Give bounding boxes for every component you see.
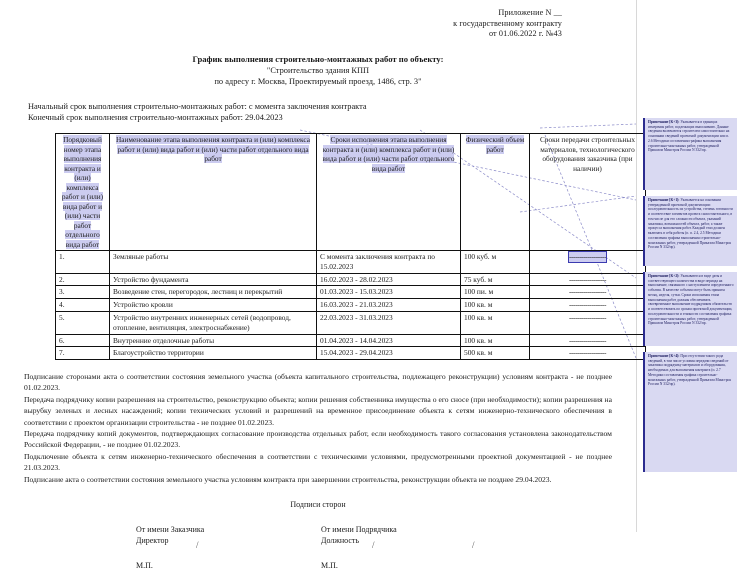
obligations-paragraphs <box>24 371 612 485</box>
col-header-materials[interactable] <box>530 134 646 251</box>
cell-materials-dates[interactable] <box>530 334 646 347</box>
customer-party-label: От имени Заказчика <box>136 524 205 534</box>
customer-role-label: Директор <box>136 536 169 546</box>
col-header-dates[interactable] <box>317 134 461 251</box>
cell-stage-number[interactable]: 6. <box>56 334 110 347</box>
cell-materials-dates-text: ------------------ <box>568 313 607 322</box>
term-end-date: Конечный срок выполнения строительно-монтажных работ: 29.04.2023 <box>28 113 283 123</box>
cell-stage-name[interactable]: Земляные работы <box>110 251 317 274</box>
paragraph-2: Передача подрядчику копии разрешения на строительство, реконструкцию объекта; копии решения собственника имущества о его сносе (при необходимости); копии разрешения на вырубку зеленых и лесных насаждений; копии технических условий и разрешений на временное присоединение объекта к сетям инженерно-технического обеспечения в соответствии с проектом организации строительства - не позднее 01.02.2023. <box>24 394 612 427</box>
signature-block-customer <box>136 524 321 571</box>
cell-materials-dates[interactable] <box>530 347 646 360</box>
comment-text: Указываются в виде даты и соответствующего количества в виде периода на выполнение, связанного с наступлением определенного события. В качестве события могут быть приняты месяц, неделя, сутки. Сроки исполнения этапа выполнения работ должны обеспечивать своевременное выполнение подрядчиком обязательств и соответствовать по срокам проектной документации, последовательности и этапности составления графика строительно-монтажных работ, утвержденной Приказом Минстроя России N 332/пр. <box>648 274 734 326</box>
signatures-grid <box>0 524 636 571</box>
header-line-3: от 01.06.2022 г. №43 <box>488 29 562 38</box>
cell-physical-volume[interactable]: 100 кв. м <box>461 312 530 335</box>
cell-stage-number[interactable]: 3. <box>56 286 110 299</box>
cell-physical-volume[interactable]: 100 кв. м <box>461 299 530 312</box>
comment-balloon[interactable] <box>643 196 737 266</box>
header-line-2: к государственному контракту <box>453 18 562 28</box>
customer-seal-label: М.П. <box>136 560 153 570</box>
table-row[interactable] <box>56 299 646 312</box>
comment-label: Примечание [K+1]: <box>648 198 680 202</box>
cell-stage-name[interactable]: Устройство внутренних инженерных сетей (водопровод, отопление, вентиляция, электроснабжение) <box>110 312 317 335</box>
document-header <box>0 0 636 40</box>
cell-stage-number[interactable]: 7. <box>56 347 110 360</box>
cell-stage-number[interactable]: 1. <box>56 251 110 274</box>
cell-stage-number[interactable]: 2. <box>56 273 110 286</box>
term-start-date: Начальный срок выполнения строительно-монтажных работ: с момента заключения контракта <box>28 101 367 111</box>
col-header-volume[interactable] <box>461 134 530 251</box>
cell-materials-dates-text: ------------------ <box>568 348 607 358</box>
cell-physical-volume[interactable]: 75 куб. м <box>461 273 530 286</box>
col-header-volume-text: Физический объем работ <box>465 135 525 154</box>
cell-stage-name[interactable]: Внутренние отделочные работы <box>110 334 317 347</box>
header-line-1: Приложение N __ <box>498 8 562 17</box>
col-header-number[interactable] <box>56 134 110 251</box>
schedule-table-head <box>56 134 646 251</box>
schedule-table[interactable] <box>55 133 646 360</box>
col-header-materials-text: Сроки передачи строительных материалов, технологического оборудования заказчика (при наличии) <box>539 135 635 173</box>
cell-stage-name[interactable]: Устройство фундамента <box>110 273 317 286</box>
comment-text: Указывается в единицах измерения работ, подлежащих выполнению. Данные сведения включаются строителем самостоятельно на основании сведений проектной документации или п. 2.6 Методики составления графика выполнения строительно-монтажных работ, утвержденной Приказом Минстроя России N 332/пр. <box>648 120 730 153</box>
table-row[interactable] <box>56 312 646 335</box>
col-header-dates-text: Сроки исполнения этапа выполнения контракта и (или) комплекса работ и (или) вида работ и (или) части работ отдельного вида работ <box>322 135 455 173</box>
cell-materials-dates[interactable] <box>530 286 646 299</box>
cell-stage-dates[interactable]: 22.03.2023 - 31.03.2023 <box>317 312 461 335</box>
cell-stage-name[interactable]: Возведение стен, перегородок, лестниц и перекрытий <box>110 286 317 299</box>
contract-terms <box>28 101 636 125</box>
cell-stage-dates[interactable]: 01.03.2023 - 15.03.2023 <box>317 286 461 299</box>
table-row[interactable] <box>56 251 646 274</box>
paragraph-3: Передача подрядчику копий документов, подтверждающих согласование производства отдельных работ, если необходимость такого согласования установлена законодательством Российской Федерации, - не позднее 01.02.2023. <box>24 429 612 450</box>
table-header-row <box>56 134 646 251</box>
page-title: График выполнения строительно-монтажных работ по объекту: <box>192 53 444 64</box>
cell-materials-dates[interactable] <box>530 299 646 312</box>
contractor-signature-slash-1: / <box>372 539 375 550</box>
cell-physical-volume[interactable]: 100 пи. м <box>461 286 530 299</box>
cell-materials-dates-text: ------------------ <box>568 252 607 262</box>
cell-materials-dates-text: ------------------ <box>568 335 607 345</box>
cell-stage-name[interactable]: Устройство кровли <box>110 299 317 312</box>
paragraph-4: Подключение объекта к сетям инженерно-технического обеспечения в соответствии с техническими условиями, предусмотренными проектной документацией - не позднее 21.03.2023. <box>24 451 612 473</box>
customer-signature-slash: / <box>196 539 199 550</box>
cell-materials-dates[interactable] <box>530 251 646 274</box>
comment-label: Примечание [K+2]: <box>648 274 680 278</box>
paragraph-5: Подписание акта о соответствии состояния земельного участка условиям контракта при завершении строительства, реконструкции объекта не позднее 29.04.2023. <box>24 474 552 484</box>
signatures-heading: Подписи сторон <box>290 499 346 509</box>
cell-materials-dates-text: ------------------ <box>568 300 607 310</box>
cell-materials-dates-text: ------------------ <box>568 274 607 284</box>
object-name-line-1: "Строительство здания КПП <box>266 66 370 76</box>
col-header-stage-name-text: Наименование этапа выполнения контракта и (или) комплекса работ и (или) вида работ и (или) части работ отдельного вида работ <box>116 135 310 164</box>
table-row[interactable] <box>56 334 646 347</box>
comments-pane <box>641 0 738 532</box>
cell-physical-volume[interactable]: 500 кв. м <box>461 347 530 360</box>
cell-stage-number[interactable]: 4. <box>56 299 110 312</box>
comment-balloon[interactable] <box>643 118 737 190</box>
comment-text: Указывается на основании утвержденной проектной документации: последовательность их устройства, степень готовности и соответствие элементов проекта самостоятельного, в том числе для его сложности объекта, указаний заказчика, возможностей объекта, работ, а также процесса выполнения работ. Каждый этап должен включать в себя работы (п. п. 2.4, 2.5 Методики составления графика выполнения строительно-монтажных работ, утвержденной Приказом Минстроя России N 332/пр). <box>648 198 733 250</box>
table-row[interactable] <box>56 347 646 360</box>
paragraph-1: Подписание сторонами акта о соответствии состояния земельного участка (объекта капитального строительства, подлежащего реконструкции) условиям контракта - не позднее 01.02.2023. <box>24 372 612 393</box>
cell-stage-dates[interactable]: 16.02.2023 - 28.02.2023 <box>317 273 461 286</box>
comment-balloon[interactable] <box>643 272 737 346</box>
comment-label: Примечание [K+3]: <box>648 120 680 124</box>
contractor-role-label: Должность <box>321 536 360 546</box>
comment-label: Примечание [K+4]: <box>648 354 680 358</box>
cell-stage-name[interactable]: Благоустройство территории <box>110 347 317 360</box>
cell-physical-volume[interactable]: 100 кв. м <box>461 334 530 347</box>
cell-stage-dates[interactable]: С момента заключения контракта по 15.02.2023 <box>317 251 461 274</box>
signature-block-contractor <box>321 524 506 571</box>
contractor-party-label: От имени Подрядчика <box>321 524 397 534</box>
table-row[interactable] <box>56 273 646 286</box>
schedule-table-body <box>56 251 646 360</box>
cell-stage-dates[interactable]: 15.04.2023 - 29.04.2023 <box>317 347 461 360</box>
col-header-number-text: Порядковый номер этапа выполнения контракта и (или) комплекса работ и (или) вида работ и (или) части работ отдельного вида работ <box>61 135 104 249</box>
cell-stage-dates[interactable]: 01.04.2023 - 14.04.2023 <box>317 334 461 347</box>
cell-stage-number[interactable]: 5. <box>56 312 110 335</box>
col-header-stage-name[interactable] <box>110 134 317 251</box>
cell-materials-dates-text: ------------------ <box>568 287 607 297</box>
object-name-line-2: по адресу г. Москва, Проектируемый проезд, 1486, стр. 3" <box>214 77 422 87</box>
cell-stage-dates[interactable]: 16.03.2023 - 21.03.2023 <box>317 299 461 312</box>
document-title-block <box>0 54 636 88</box>
comment-text: При отсутствии такого рода сведений, в том числе условия передачи сведений от заказчика подрядчику материалов и оборудования, необходимых для выполнения контракта (п. 2.7 Методики составления графика строительно-монтажных работ, утвержденной Приказом Минстроя России N 332/пр). <box>648 354 731 387</box>
table-row[interactable] <box>56 286 646 299</box>
signatures-section <box>0 499 636 571</box>
contractor-seal-label: М.П. <box>321 560 338 570</box>
cell-materials-dates[interactable] <box>530 312 646 335</box>
cell-materials-dates[interactable] <box>530 273 646 286</box>
comment-balloon[interactable] <box>643 352 737 472</box>
cell-physical-volume[interactable]: 100 куб. м <box>461 251 530 274</box>
contractor-signature-slash-2: / <box>472 539 475 550</box>
